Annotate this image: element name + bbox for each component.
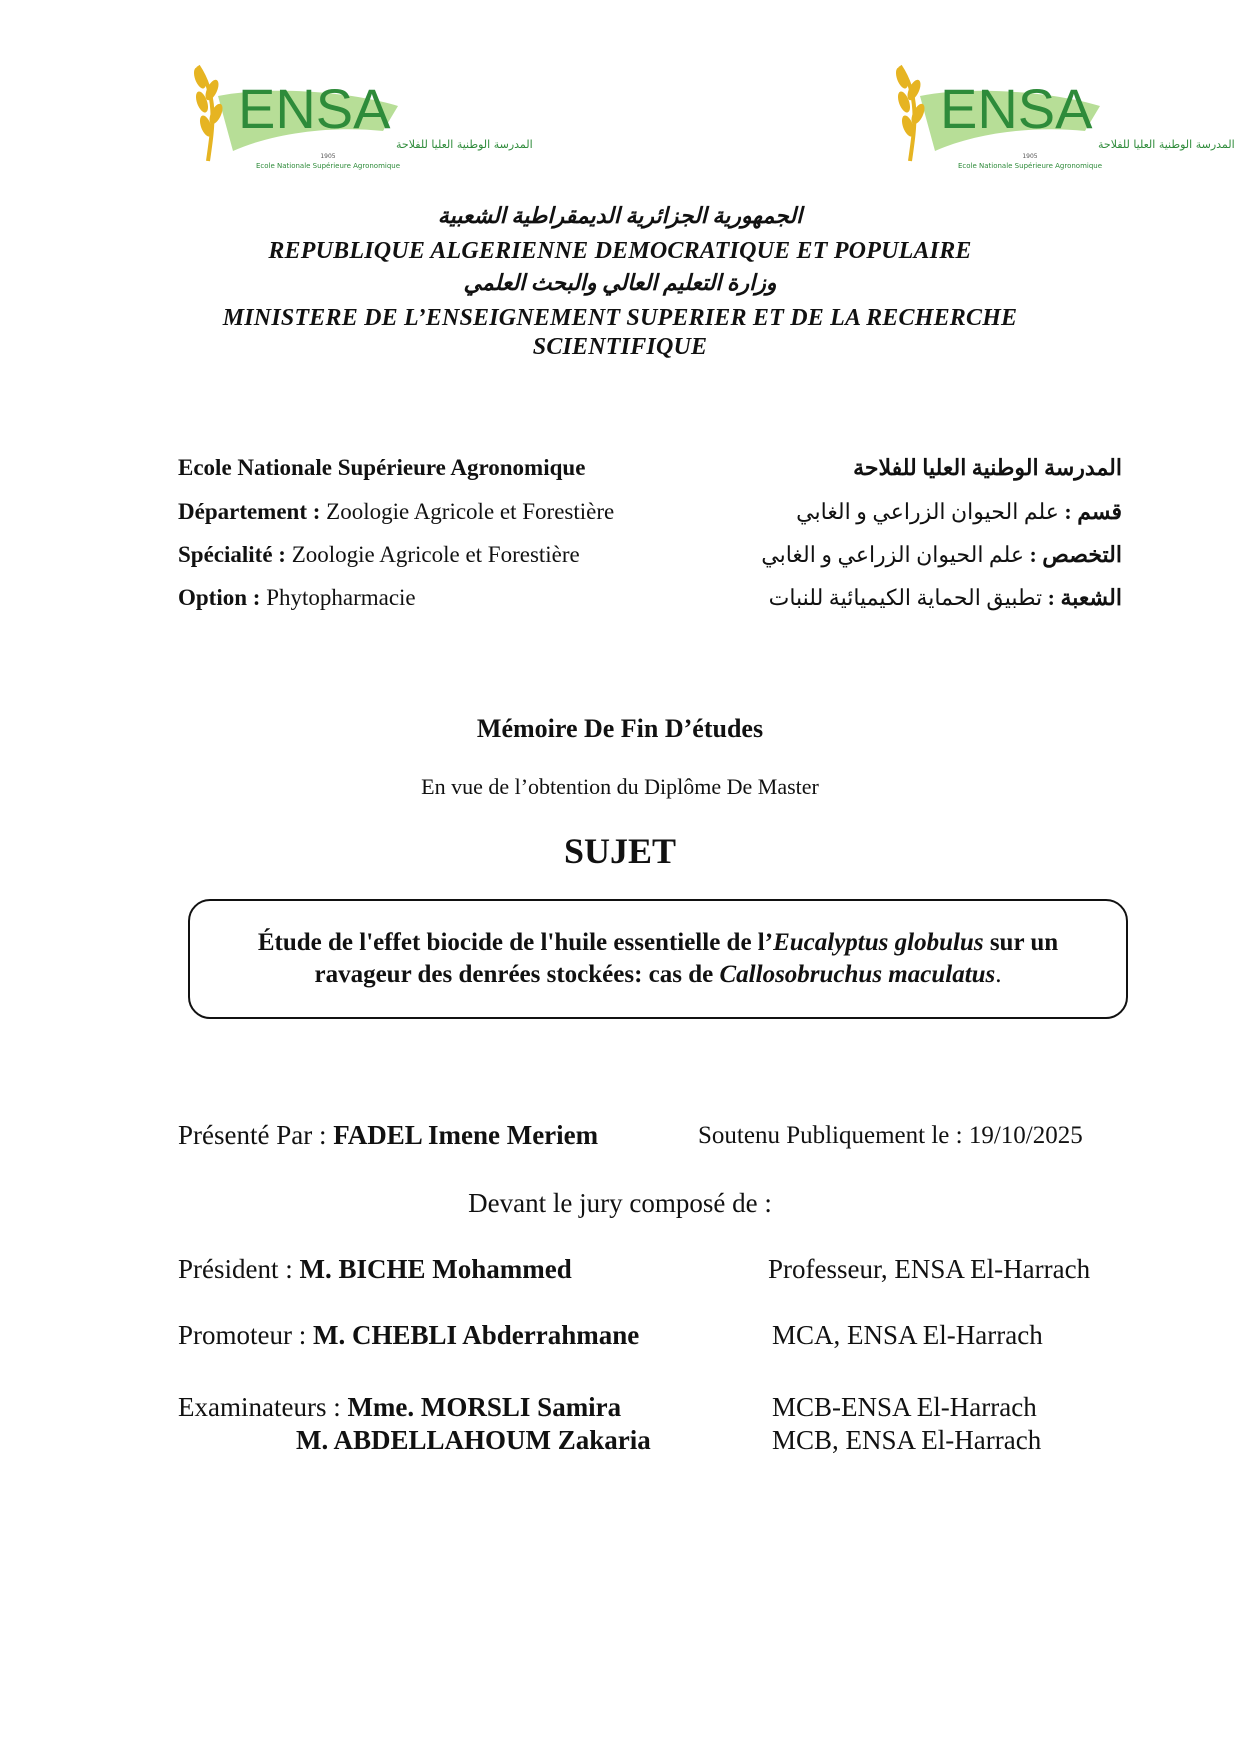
ensa-logo-right bbox=[880, 56, 1235, 176]
ensa-logo-left bbox=[178, 56, 533, 176]
subject-title-line2: ravageur des denrées stockées: cas de Callosobruchus maculatus. bbox=[314, 961, 1002, 988]
subject-heading: SUJET bbox=[563, 831, 677, 871]
ensa-logo-graphic bbox=[880, 56, 1235, 176]
ministry-french-line2: SCIENTIFIQUE bbox=[532, 334, 708, 360]
ministry-arabic: وزارة التعليم العالي والبحث العلمي bbox=[463, 270, 777, 295]
thesis-type: Mémoire De Fin D’études bbox=[476, 714, 764, 743]
option-ar: الشعبة : تطبيق الحماية الكيميائية للنبات bbox=[768, 585, 1122, 610]
jury-examiner-2: M. ABDELLAHOUM Zakaria bbox=[296, 1425, 651, 1455]
subject-title-line1: Étude de l'effet biocide de l'huile essentielle de l’Eucalyptus globulus sur un bbox=[257, 929, 1059, 956]
ensa-logo-graphic bbox=[178, 56, 533, 176]
specialty-ar: التخصص : علم الحيوان الزراعي و الغابي bbox=[761, 542, 1122, 567]
jury-examiner-1-title: MCB-ENSA El-Harrach bbox=[772, 1392, 1037, 1422]
jury-promoter-title: MCA, ENSA El-Harrach bbox=[772, 1320, 1043, 1350]
department-ar: قسم : علم الحيوان الزراعي و الغابي bbox=[796, 499, 1122, 524]
defense-date: Soutenu Publiquement le : 19/10/2025 bbox=[698, 1122, 1083, 1149]
svg-text:1905: 1905 bbox=[320, 153, 336, 160]
logo-brand-text: ENSA bbox=[940, 77, 1093, 140]
republic-arabic: الجمهورية الجزائرية الديمقراطية الشعبية bbox=[437, 203, 803, 228]
subject-box bbox=[188, 899, 1128, 1019]
jury-intro: Devant le jury composé de : bbox=[468, 1188, 772, 1218]
jury-examiner-2-title: MCB, ENSA El-Harrach bbox=[772, 1425, 1042, 1455]
jury-examiner-1: Examinateurs : Mme. MORSLI Samira bbox=[178, 1392, 622, 1422]
jury-promoter: Promoteur : M. CHEBLI Abderrahmane bbox=[178, 1320, 640, 1350]
republic-french: REPUBLIQUE ALGERIENNE DEMOCRATIQUE ET POPULAIRE bbox=[268, 238, 972, 264]
svg-text:1905: 1905 bbox=[1022, 153, 1038, 160]
option-fr: Option : Phytopharmacie bbox=[178, 585, 416, 610]
svg-text:المدرسة الوطنية العليا للفلاحة: المدرسة الوطنية العليا للفلاحة bbox=[1098, 138, 1235, 151]
presented-by: Présenté Par : FADEL Imene Meriem bbox=[178, 1120, 599, 1150]
svg-text:Ecole Nationale Supérieure Agr: Ecole Nationale Supérieure Agronomique bbox=[255, 162, 401, 170]
jury-president-title: Professeur, ENSA El-Harrach bbox=[768, 1254, 1091, 1284]
school-name-fr: Ecole Nationale Supérieure Agronomique bbox=[178, 455, 586, 480]
ministry-french-line1: MINISTERE DE L’ENSEIGNEMENT SUPERIER ET DE LA RECHERCHE bbox=[222, 305, 1018, 331]
species-name: Callosobruchus maculatus bbox=[719, 961, 996, 988]
svg-text:المدرسة الوطنية العليا للفلاحة: المدرسة الوطنية العليا للفلاحة bbox=[396, 138, 533, 151]
school-name-ar: المدرسة الوطنية العليا للفلاحة bbox=[853, 455, 1122, 480]
specialty-fr: Spécialité : Zoologie Agricole et Forestière bbox=[178, 542, 580, 567]
svg-text:Ecole Nationale Supérieure Agr: Ecole Nationale Supérieure Agronomique bbox=[957, 162, 1103, 170]
department-fr: Département : Zoologie Agricole et Forestière bbox=[178, 499, 615, 524]
jury-president: Président : M. BICHE Mohammed bbox=[178, 1254, 572, 1284]
logo-brand-text: ENSA bbox=[238, 77, 391, 140]
thesis-purpose: En vue de l’obtention du Diplôme De Master bbox=[421, 774, 819, 799]
species-name: Eucalyptus globulus bbox=[773, 929, 984, 956]
